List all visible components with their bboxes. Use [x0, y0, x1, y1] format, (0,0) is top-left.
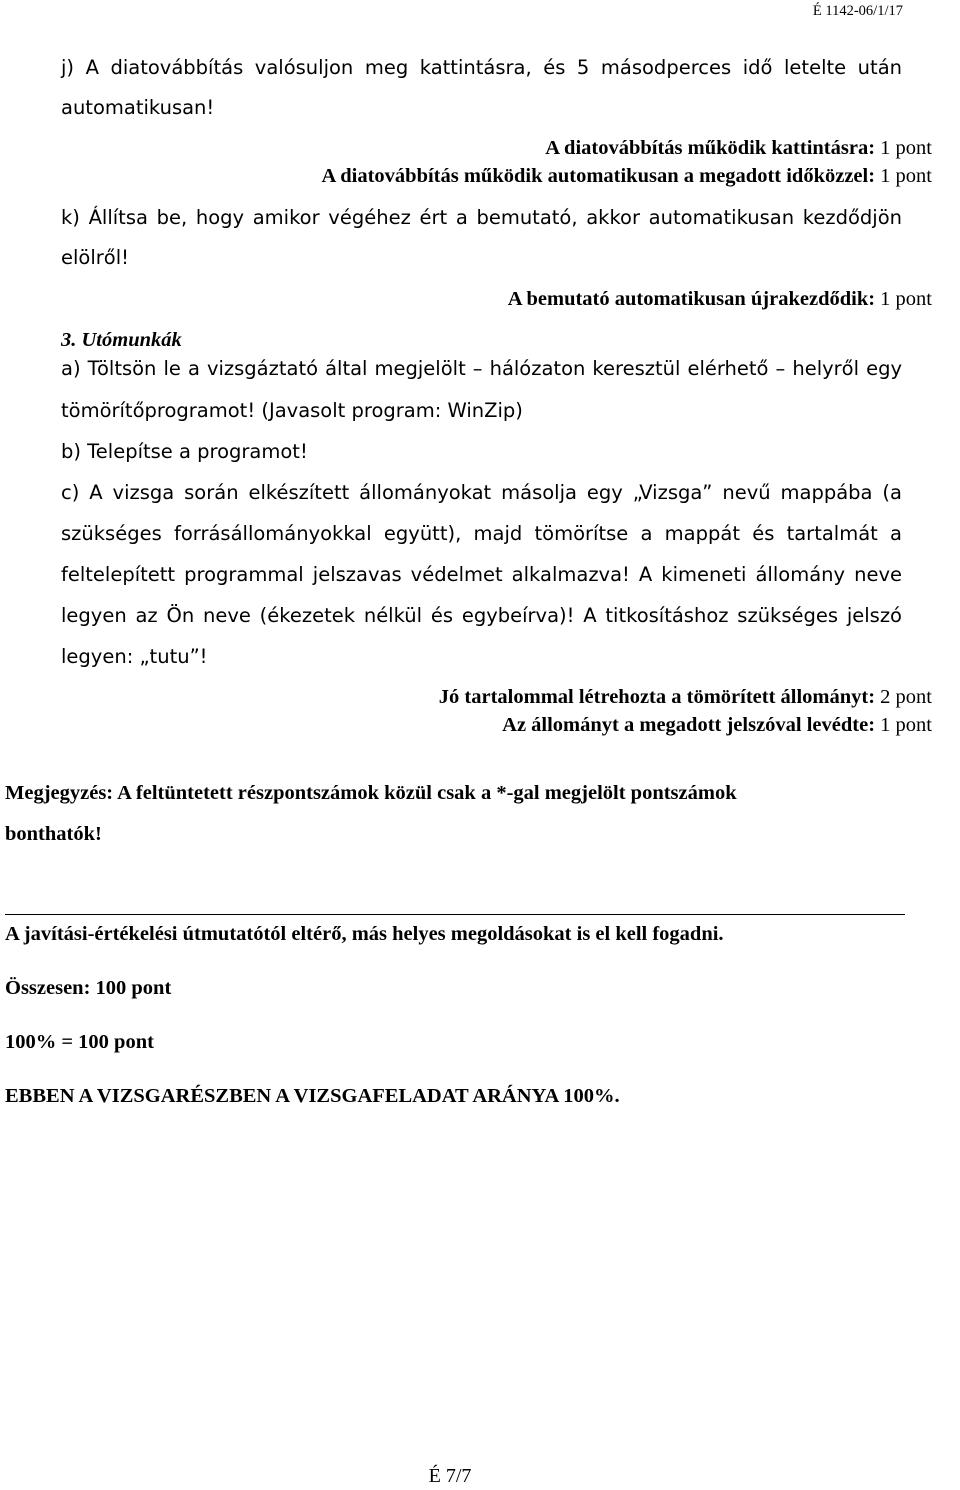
score-value: 2 pont [880, 686, 932, 708]
score-label: A diatovábbítás működik kattintásra: [545, 137, 876, 159]
item-j-line2: automatikusan! [61, 96, 215, 119]
note-line2: bonthatók! [5, 823, 102, 845]
item-j-score1 [545, 137, 932, 160]
section-3-score1 [439, 686, 932, 709]
note-line1: Megjegyzés: A feltüntetett részpontszámok közül csak a *-gal megjelölt pontszámok [5, 782, 737, 804]
item-j-line1: j) A diatovábbítás valósuljon meg kattintásra, és 5 másodperces idő letelte után [61, 56, 902, 79]
score-label: A bemutató automatikusan újrakezdődik: [507, 288, 876, 310]
item-k-line1: k) Állítsa be, hogy amikor végéhez ért a bemutató, akkor automatikusan kezdődjön [61, 206, 902, 229]
section-3-a-line2: tömörítőprogramot! (Javasolt program: WinZip) [61, 399, 523, 422]
score-label: Az állományt a megadott jelszóval levédte: [502, 714, 876, 736]
section-3-c-line3: feltelepített programmal jelszavas védelmet alkalmazva! A kimeneti állomány neve [61, 563, 902, 586]
section-3-c-line4: legyen az Ön neve (ékezetek nélkül és egybeírva)! A titkosításhoz szükséges jelszó [61, 604, 902, 627]
section-3-c-line5: legyen: „tutu”! [61, 645, 208, 668]
section-number: 3. [61, 329, 77, 351]
score-label: A diatovábbítás működik automatikusan a megadott időközzel: [321, 165, 876, 187]
score-value: 1 pont [880, 137, 932, 159]
score-value: 1 pont [880, 288, 932, 310]
alt-solutions-note: A javítási-értékelési útmutatótól eltérő, más helyes megoldásokat is el kell fogadni. [5, 923, 724, 945]
section-3-c-line2: szükséges forrásállományokkal együtt), majd tömörítse a mappát és tartalmát a [61, 522, 902, 545]
score-value: 1 pont [880, 165, 932, 187]
item-k-line2: elölről! [61, 246, 129, 269]
exam-ratio: EBBEN A VIZSGARÉSZBEN A VIZSGAFELADAT ARÁNYA 100%. [5, 1085, 620, 1107]
section-title: Utómunkák [81, 329, 182, 351]
total-points: Összesen: 100 pont [5, 977, 172, 999]
section-3-a-line1: a) Töltsön le a vizsgáztató által megjelölt – hálózaton keresztül elérhető – helyről egy [61, 357, 902, 380]
page-number: É 7/7 [428, 1465, 472, 1487]
separator-line [5, 914, 905, 915]
section-3-b-line: b) Telepítse a programot! [61, 440, 308, 463]
document-code: É 1142-06/1/17 [812, 3, 903, 19]
item-j-score2 [321, 165, 932, 188]
score-label: Jó tartalommal létrehozta a tömörített állományt: [438, 686, 876, 708]
item-k-score [508, 288, 932, 311]
section-3-c-line1: c) A vizsga során elkészített állományokat másolja egy „Vizsga” nevű mappába (a [61, 481, 902, 504]
score-value: 1 pont [880, 714, 932, 736]
section-3-heading [61, 329, 182, 352]
section-3-score2 [502, 714, 932, 737]
percent-points: 100% = 100 pont [5, 1031, 154, 1053]
